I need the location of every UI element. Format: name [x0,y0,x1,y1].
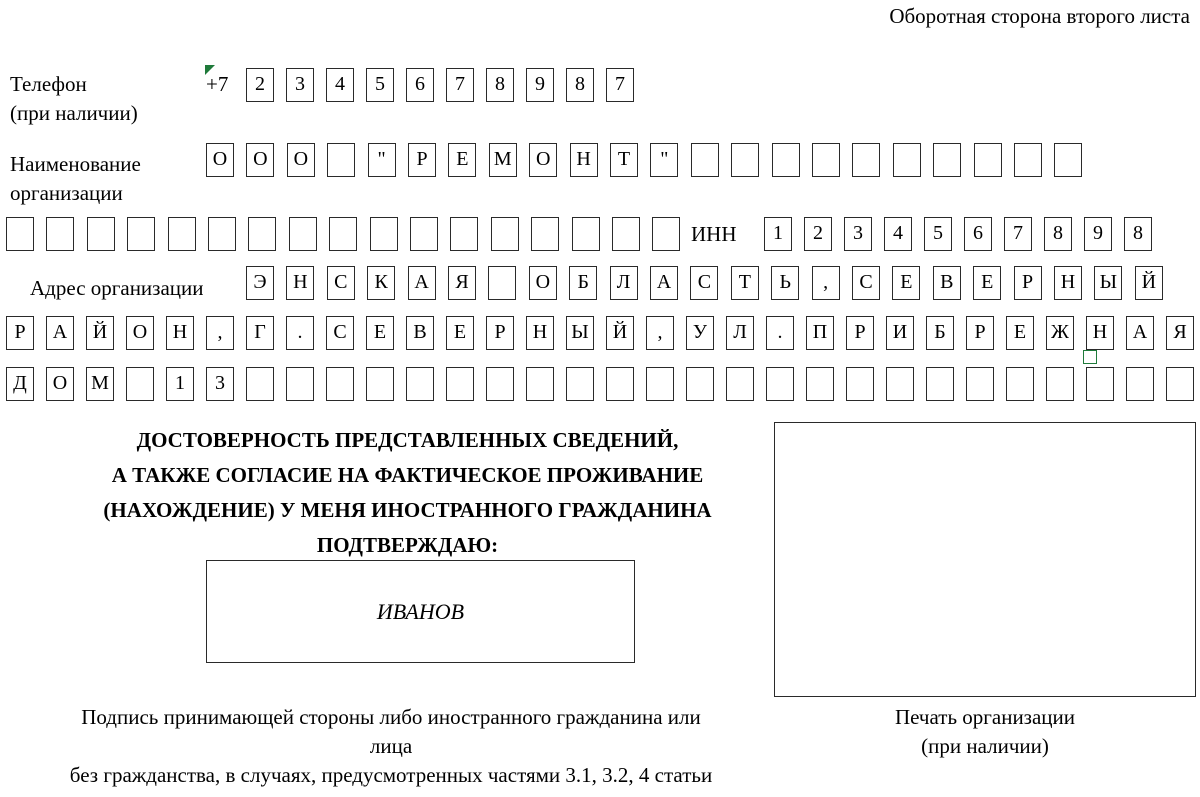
char-cell[interactable] [168,217,196,251]
char-cell[interactable] [974,143,1002,177]
char-cell[interactable]: 3 [206,367,234,401]
char-cell[interactable]: , [206,316,234,350]
char-cell[interactable] [491,217,519,251]
char-cell[interactable]: Е [973,266,1001,300]
char-cell[interactable]: П [806,316,834,350]
char-cell[interactable]: Э [246,266,274,300]
char-cell[interactable]: Б [569,266,597,300]
char-cell[interactable]: 9 [1084,217,1112,251]
char-cell[interactable]: О [126,316,154,350]
char-cell[interactable]: 1 [764,217,792,251]
cell-cursor-marker-icon [1083,350,1097,364]
char-cell[interactable]: 3 [286,68,314,102]
inn-label: ИНН [691,222,737,246]
char-cell[interactable] [488,266,516,300]
char-cell[interactable] [612,217,640,251]
char-cell[interactable] [572,217,600,251]
char-cell[interactable] [926,367,954,401]
signature-value: ИВАНОВ [376,598,465,624]
char-cell[interactable]: Е [892,266,920,300]
char-cell[interactable] [446,367,474,401]
char-cell[interactable]: Ь [771,266,799,300]
char-cell[interactable]: М [489,143,517,177]
char-cell[interactable] [1086,367,1114,401]
signature-field[interactable] [206,560,635,663]
char-cell[interactable]: И [886,316,914,350]
char-cell[interactable]: " [368,143,396,177]
char-cell[interactable]: 4 [884,217,912,251]
char-cell[interactable]: Р [486,316,514,350]
char-cell[interactable]: 8 [1044,217,1072,251]
char-cell[interactable]: Е [366,316,394,350]
char-cell[interactable]: К [367,266,395,300]
char-cell[interactable]: О [206,143,234,177]
char-cell[interactable]: А [650,266,678,300]
phone-label: Телефон (при наличии) [10,72,138,125]
char-cell[interactable] [6,217,34,251]
char-cell[interactable]: 7 [446,68,474,102]
char-cell[interactable]: 2 [246,68,274,102]
char-cell[interactable]: Л [610,266,638,300]
char-cell[interactable]: Д [6,367,34,401]
confirmation-heading: ДОСТОВЕРНОСТЬ ПРЕДСТАВЛЕННЫХ СВЕДЕНИЙ, А ТАКЖЕ СОГЛАСИЕ НА ФАКТИЧЕСКОЕ ПРОЖИВАНИЕ (НАХОЖДЕНИЕ) У МЕНЯ ИНОСТРАННОГО ГРАЖДАНИНА ПОДТВЕРЖДАЮ: [103,428,712,557]
char-cell[interactable]: Т [731,266,759,300]
char-cell[interactable]: Л [726,316,754,350]
phone-prefix: +7 [206,72,229,96]
char-cell[interactable]: В [933,266,961,300]
char-cell[interactable]: 7 [1004,217,1032,251]
char-cell[interactable] [652,217,680,251]
signature-caption: Подпись принимающей стороны либо иностранного гражданина или лица без гражданства, в случаях, предусмотренных частями 3.1, 3.2, 4 статьи [69,705,713,787]
char-cell[interactable]: Н [286,266,314,300]
char-cell[interactable]: Й [1135,266,1163,300]
char-cell[interactable]: Я [448,266,476,300]
char-cell[interactable]: Ж [1046,316,1074,350]
char-cell[interactable]: Н [166,316,194,350]
char-cell[interactable]: . [766,316,794,350]
char-cell[interactable]: Й [606,316,634,350]
char-cell[interactable]: , [812,266,840,300]
char-cell[interactable] [646,367,674,401]
char-cell[interactable]: С [852,266,880,300]
char-cell[interactable]: А [408,266,436,300]
char-cell[interactable]: 5 [366,68,394,102]
char-cell[interactable] [846,367,874,401]
char-cell[interactable]: О [529,143,557,177]
char-cell[interactable] [691,143,719,177]
char-cell[interactable]: А [46,316,74,350]
char-cell[interactable] [933,143,961,177]
char-cell[interactable]: Ы [1094,266,1122,300]
char-cell[interactable]: Е [448,143,476,177]
char-cell[interactable]: Й [86,316,114,350]
char-cell[interactable] [686,367,714,401]
char-cell[interactable]: Р [6,316,34,350]
char-cell[interactable]: Р [1014,266,1042,300]
org-name-label: Наименование организации [10,152,141,205]
stamp-field[interactable] [774,422,1196,697]
char-cell[interactable] [286,367,314,401]
char-cell[interactable] [812,143,840,177]
char-cell[interactable]: 7 [606,68,634,102]
char-cell[interactable] [726,367,754,401]
char-cell[interactable] [731,143,759,177]
char-cell[interactable]: В [406,316,434,350]
char-cell[interactable]: У [686,316,714,350]
char-cell[interactable]: М [86,367,114,401]
char-cell[interactable] [329,217,357,251]
char-cell[interactable] [246,367,274,401]
char-cell[interactable]: . [286,316,314,350]
char-cell[interactable]: Н [1086,316,1114,350]
char-cell[interactable]: 2 [804,217,832,251]
char-cell[interactable]: 5 [924,217,952,251]
char-cell[interactable] [366,367,394,401]
char-cell[interactable] [1006,367,1034,401]
char-cell[interactable]: О [46,367,74,401]
char-cell[interactable] [606,367,634,401]
char-cell[interactable] [486,367,514,401]
char-cell[interactable] [966,367,994,401]
char-cell[interactable] [406,367,434,401]
char-cell[interactable] [208,217,236,251]
page-title: Оборотная сторона второго листа [889,4,1190,28]
char-cell[interactable] [370,217,398,251]
char-cell[interactable] [806,367,834,401]
char-cell[interactable]: 9 [526,68,554,102]
char-cell[interactable]: 1 [166,367,194,401]
char-cell[interactable]: С [327,266,355,300]
stamp-caption: Печать организации (при наличии) [894,705,1076,758]
char-cell[interactable]: Р [408,143,436,177]
char-cell[interactable] [1054,143,1082,177]
char-cell[interactable]: Е [1006,316,1034,350]
char-cell[interactable] [1014,143,1042,177]
char-cell[interactable]: Р [966,316,994,350]
char-cell[interactable]: " [650,143,678,177]
char-cell[interactable]: Е [446,316,474,350]
char-cell[interactable]: О [246,143,274,177]
char-cell[interactable] [772,143,800,177]
char-cell[interactable] [1166,367,1194,401]
char-cell[interactable]: Ы [566,316,594,350]
address-label: Адрес организации [30,276,204,300]
char-cell[interactable]: О [287,143,315,177]
char-cell[interactable]: 8 [486,68,514,102]
char-cell[interactable]: Р [846,316,874,350]
char-cell[interactable] [1126,367,1154,401]
char-cell[interactable] [531,217,559,251]
char-cell[interactable]: Т [610,143,638,177]
char-cell[interactable]: 6 [406,68,434,102]
char-cell[interactable]: Н [570,143,598,177]
char-cell[interactable] [326,367,354,401]
char-cell[interactable] [46,217,74,251]
char-cell[interactable] [566,367,594,401]
char-cell[interactable] [450,217,478,251]
char-cell[interactable]: Н [1054,266,1082,300]
char-cell[interactable]: А [1126,316,1154,350]
char-cell[interactable]: 4 [326,68,354,102]
char-cell[interactable]: О [529,266,557,300]
char-cell[interactable] [127,217,155,251]
char-cell[interactable] [410,217,438,251]
char-cell[interactable]: С [326,316,354,350]
char-cell[interactable]: Н [526,316,554,350]
char-cell[interactable]: 8 [566,68,594,102]
char-cell[interactable] [893,143,921,177]
char-cell[interactable] [87,217,115,251]
char-cell[interactable]: С [690,266,718,300]
char-cell[interactable] [248,217,276,251]
char-cell[interactable] [852,143,880,177]
char-cell[interactable]: Б [926,316,954,350]
char-cell[interactable] [886,367,914,401]
char-cell[interactable] [327,143,355,177]
char-cell[interactable]: 6 [964,217,992,251]
char-cell[interactable] [289,217,317,251]
char-cell[interactable] [126,367,154,401]
char-cell[interactable]: Я [1166,316,1194,350]
char-cell[interactable] [766,367,794,401]
char-cell[interactable]: 3 [844,217,872,251]
char-cell[interactable]: , [646,316,674,350]
char-cell[interactable] [1046,367,1074,401]
char-cell[interactable] [526,367,554,401]
char-cell[interactable]: Г [246,316,274,350]
char-cell[interactable]: 8 [1124,217,1152,251]
